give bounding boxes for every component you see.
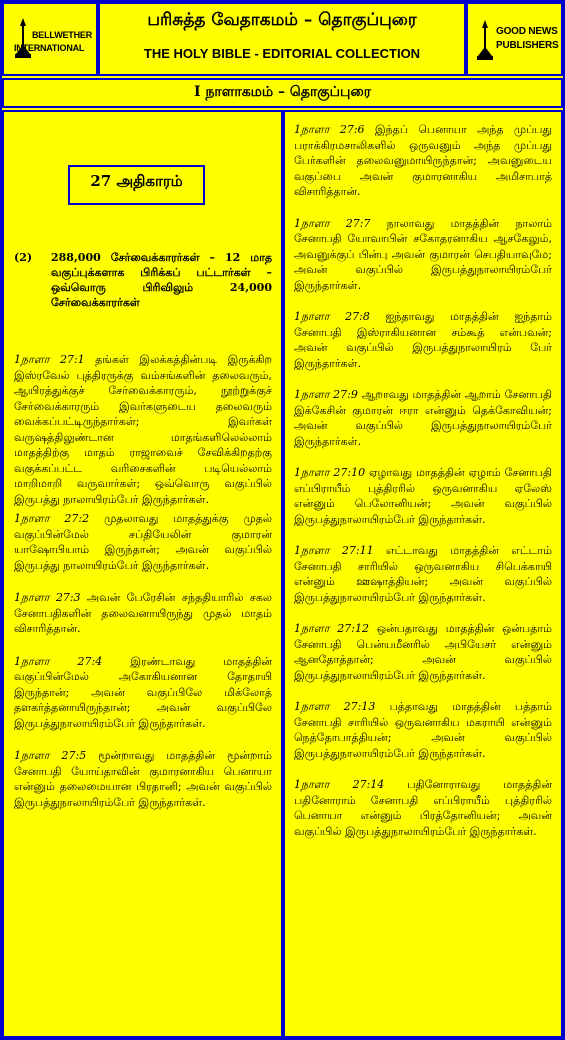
verse bbox=[14, 748, 272, 810]
verse-text: எட்டாவது மாதத்தின் எட்டாம் சேனாபதி சாரியில் ஒருவனாகிய சிபெக்காயி என்னும் ஊஷாத்தியன்; அவன் வகுப்பில் இருபத்துநாலாயிரம்பேர் இருந்தார்கள். bbox=[294, 544, 552, 604]
verse-text: பதினோராவது மாதத்தின் பதினோராம் சேனாபதி எப்பிராயீம் புத்திரரில் பெனாயா என்னும் பிரத்தோனியன்; அவன் வகுப்பில் இருபத்துநாலாயிரம்பேர் இருந்தார்கள். bbox=[294, 778, 552, 838]
section-title-box bbox=[2, 78, 563, 108]
right-logo-box bbox=[466, 2, 563, 76]
verse-ref: 1நாளா 27:6 bbox=[294, 123, 365, 136]
section-title: I நாளாகமம் – தொகுப்புரை bbox=[194, 84, 371, 100]
chapter-title: 27 அதிகாரம் bbox=[90, 172, 183, 190]
verse-text: ஏழாவது மாதத்தின் ஏழாம் சேனாபதி எப்பிராயீம் புத்திரரில் ஒருவனாகிய ஏலேஸ் என்னும் பெலோனியன்; அவன் வகுப்பில் இருபத்துநாலாயிரம்பேர் இருந்தார்கள். bbox=[294, 466, 552, 526]
right-verses bbox=[294, 122, 552, 839]
title-tamil: பரிசுத்த வேதாகமம் – தொகுப்புரை bbox=[147, 10, 417, 30]
verse bbox=[294, 216, 552, 294]
left-verses bbox=[14, 352, 272, 810]
verse-text: இந்தப் பெனாயா அந்த முப்பது பராக்கிரமசாலிகளில் ஒருவனும் அந்த முப்பது பேர்களின் தலைவனுமாயிருந்தான்; அவனுடைய வகுப்பை அவன் குமாரனாகிய அமிசாபாத் விசாரித்தான். bbox=[294, 123, 552, 198]
verse-ref: 1நாளா 27:14 bbox=[294, 778, 385, 791]
verse-text: முதலாவது மாதத்துக்கு முதல் வகுப்பின்மேல் சப்தியேலின் குமாரன் யாஷோபியாம் இருந்தான்; அவன் வகுப்பில் இருபத்து நாலாயிரம்பேர் இருந்தார்கள். bbox=[14, 512, 273, 572]
verse bbox=[294, 543, 552, 605]
left-logo-line1: BELLWETHER bbox=[32, 30, 92, 40]
verse bbox=[294, 777, 552, 839]
title-english: THE HOLY BIBLE - EDITORIAL COLLECTION bbox=[143, 46, 421, 61]
section-heading-number: (2) bbox=[14, 251, 33, 264]
title-box bbox=[98, 2, 466, 76]
verse-ref: 1நாளா 27:8 bbox=[294, 310, 370, 323]
verse bbox=[294, 465, 552, 527]
verse bbox=[294, 387, 552, 449]
left-logo-box bbox=[2, 2, 98, 76]
verse-ref: 1நாளா 27:7 bbox=[294, 216, 371, 230]
verse-ref: 1நாளா 27:3 bbox=[14, 591, 81, 604]
verse-text: பத்தாவது மாதத்தின் பத்தாம் சேனாபதி சாரியில் ஒருவனாகிய மகராயி என்னும் நெத்தோபாத்தியன்; அவன் வகுப்பில் இருபத்துநாலாயிரம்பேர் இருந்தார்கள். bbox=[294, 700, 553, 760]
verse bbox=[14, 511, 272, 573]
section-heading-text: 288,000 சேர்வைக்காரர்கள் – 12 மாத வகுப்புக்களாக பிரிக்கப் பட்டார்கள் – ஒவ்வொரு பிரிவிலும் 24,000 சேர்வைக்காரர்கள் bbox=[51, 251, 272, 309]
verse-text: ஆறாவது மாதத்தின் ஆறாம் சேனாபதி இக்கேசின் குமாரன் ஈரா என்னும் தெக்கோவியன்; அவன் வகுப்பில் இருபத்துநாலாயிரம்பேர் இருந்தார்கள். bbox=[294, 388, 552, 448]
verse bbox=[14, 352, 272, 507]
verse-ref: 1நாளா 27:9 bbox=[294, 388, 358, 401]
good-news-logo-icon bbox=[474, 18, 496, 62]
verse bbox=[294, 699, 552, 761]
verse-ref: 1நாளா 27:1 bbox=[14, 353, 85, 366]
verse bbox=[294, 309, 552, 371]
verse-text: தங்கள் இலக்கத்தின்படி இருக்கிற இஸ்ரவேல் புத்திரருக்கு வம்சங்களின் தலைவரும், ஆயிரத்துக்குச் சேர்வைக்காரரும், நூற்றுக்குச் சேர்வைக்காரரும் இவர்களுடைய தலைவரும் வைக்கப்பட்டிருந்தார்கள்; இவர்கள் வருஷத்திலுண்டான மாதங்களிலெல்லாம் மாதத்திற்கு மாதம் ராஜாவைச் சேவிக்கிறதற்கு வகுக்கப்பட்ட வரிசைகளின் படியெல்லாம் மாறிமாறி வருவார்கள்; ஒவ்வொரு வகுப்பில் இருபத்து நாலாயிரம்பேர் இருந்தார்கள். bbox=[14, 353, 272, 506]
verse-ref: 1நாளா 27:13 bbox=[294, 700, 376, 713]
verse-ref: 1நாளா 27:12 bbox=[294, 622, 370, 635]
chapter-title-box bbox=[68, 165, 205, 205]
verse-text: நாலாவது மாதத்தின் நாலாம் சேனாபதி யோவாபின் சகோதரனாகிய ஆசகேலும், அவனுக்குப் பின்பு அவன் குமாரன் செபதியாவுமே; அவன் வகுப்பில் இருபத்துநாலாயிரம்பேர் இருந்தார்கள். bbox=[294, 216, 552, 292]
verse bbox=[294, 621, 552, 683]
verse bbox=[14, 590, 272, 637]
verse-ref: 1நாளா 27:11 bbox=[294, 544, 374, 557]
verse-text: மூன்றாவது மாதத்தின் மூன்றாம் சேனாபதி யோய்தாவின் குமாரனாகிய பெனாயா என்னும் தலைமையான பிரதானி; அவன் வகுப்பில் இருபத்துநாலாயிரம்பேர் இருந்தார்கள். bbox=[14, 749, 272, 809]
verse bbox=[14, 654, 272, 732]
verse-text: இரண்டாவது மாதத்தின் வகுப்பின்மேல் அகோகியனான தோதாயி இருந்தான்; அவன் வகுப்பிலே மிக்லோத் தளகர்த்தனாயிருந்தான்; அவன் வகுப்பிலே இருபத்துநாலாயிரம்பேர் இருந்தார்கள். bbox=[14, 654, 272, 730]
left-logo-line2: INTERNATIONAL bbox=[14, 43, 85, 53]
verse-text: ஐந்தாவது மாதத்தின் ஐந்தாம் சேனாபதி இஸ்ராகியனான சம்கூத் என்பவன்; அவன் வகுப்பில் இருபத்துநாலாயிரம் பேர் இருந்தார்கள். bbox=[294, 310, 552, 370]
verse-ref: 1நாளா 27:10 bbox=[294, 466, 366, 479]
right-logo-line1: GOOD NEWS bbox=[496, 26, 558, 37]
verse-ref: 1நாளா 27:2 bbox=[14, 512, 90, 525]
verse-text: அவன் பேரேசின் சந்ததியாரில் சகல சேனாபதிகளின் தலைவனாயிருந்து முதல் மாதம் விசாரித்தான். bbox=[14, 591, 272, 635]
verse-ref: 1நாளா 27:5 bbox=[14, 749, 87, 762]
right-logo-line2: PUBLISHERS bbox=[496, 40, 559, 51]
verse-text: ஒன்பதாவது மாதத்தின் ஒன்பதாம் சேனாபதி பென்யமீனரில் அபியேசர் என்னும் ஆனதோத்தான்; அவன் வகுப்பில் இருபத்துநாலாயிரம்பேர் இருந்தார்கள். bbox=[294, 622, 553, 682]
verse-ref: 1நாளா 27:4 bbox=[14, 654, 103, 668]
verse bbox=[294, 122, 552, 200]
